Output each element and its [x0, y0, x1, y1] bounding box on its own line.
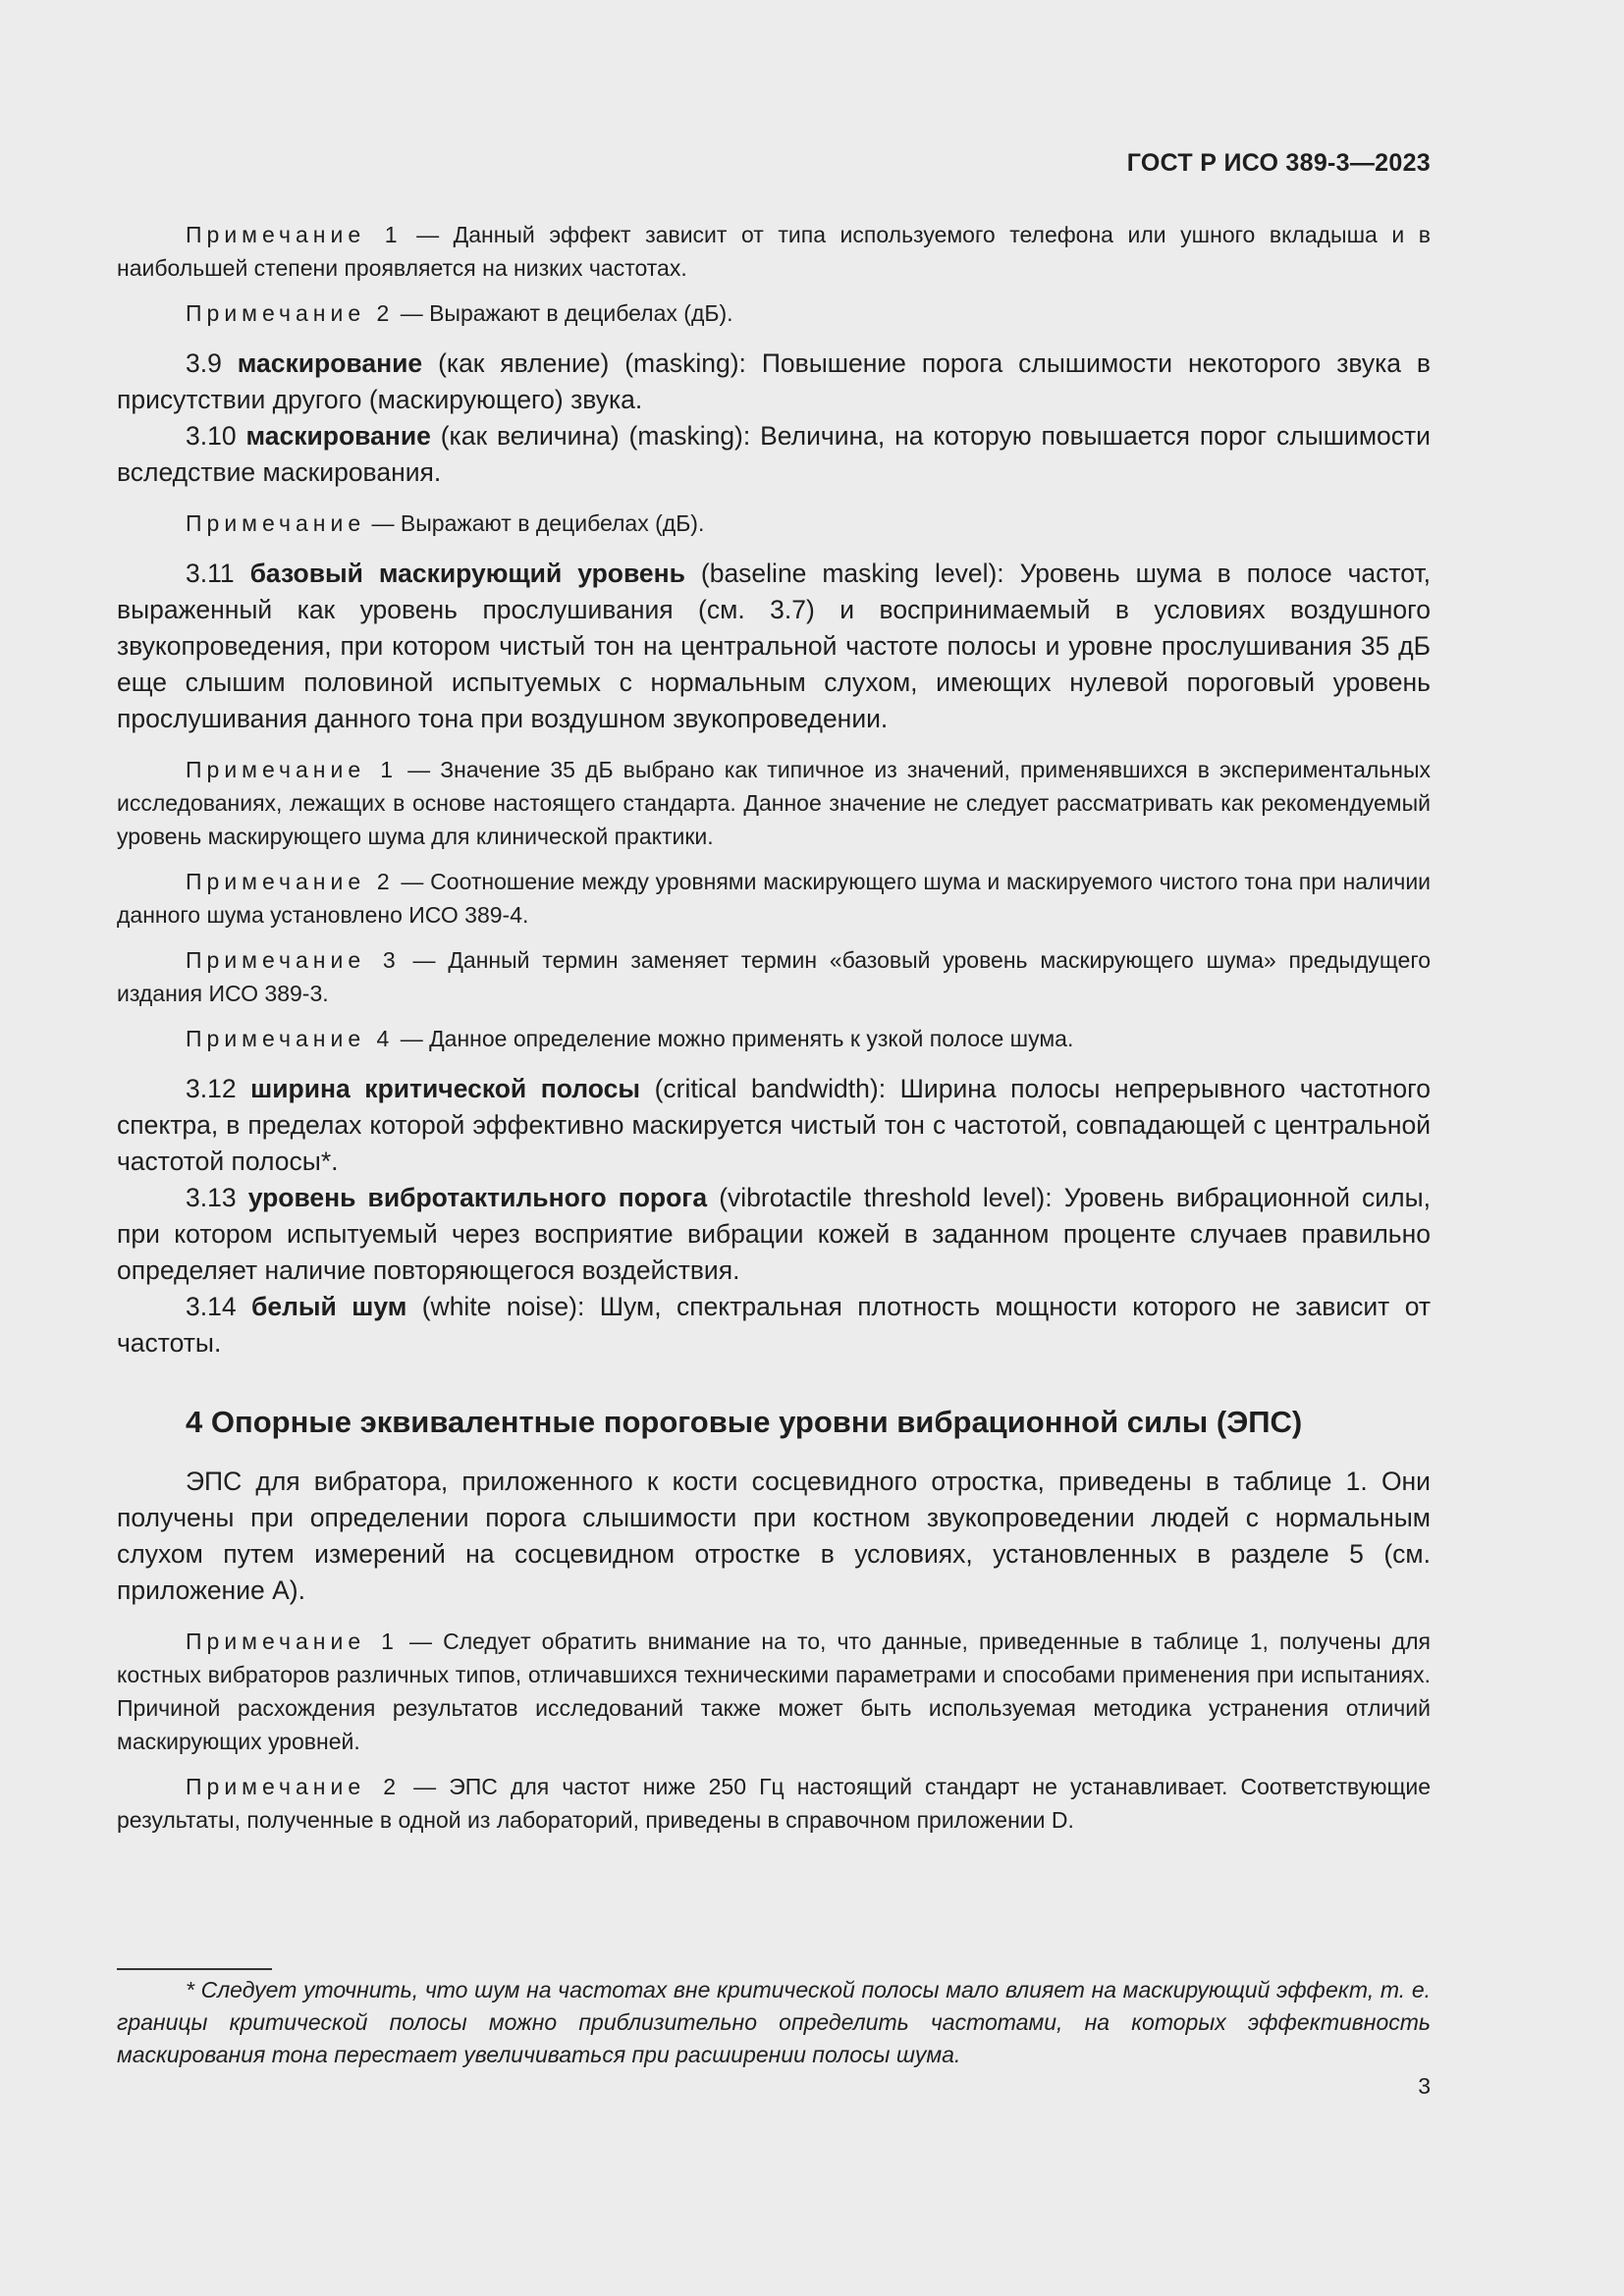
note-3-10: [117, 507, 1431, 540]
term-definition: (как явление) (masking): Повышение порога слышимости некоторого звука в присутствии другого (маскирующего) звука.: [117, 348, 1431, 414]
note-label: Примечание: [186, 510, 366, 536]
term-number: 3.12: [186, 1074, 237, 1103]
document-page: [117, 0, 1431, 2296]
note-4-2: [117, 1770, 1431, 1837]
document-code: ГОСТ Р ИСО 389-3—2023: [1126, 149, 1431, 177]
term-3-14: [117, 1289, 1431, 1362]
note-text: — Выражают в децибелах (дБ).: [400, 300, 733, 326]
term-3-11: [117, 556, 1431, 737]
term-number: 3.11: [186, 559, 235, 588]
term-definition: (critical bandwidth): Ширина полосы непрерывного частотного спектра, в пределах которой эффективно маскируется чистый тон с частотой, совпадающей с центральной частотой полосы*.: [117, 1074, 1431, 1176]
note-text: — Соотношение между уровнями маскирующего шума и маскируемого чистого тона при наличии данного шума установлено ИСО 389-4.: [117, 869, 1432, 928]
note-label: Примечание 1: [186, 222, 403, 247]
term-name: маскирование: [237, 348, 423, 378]
note-label: Примечание 1: [186, 1629, 399, 1654]
note-3-11-3: [117, 943, 1431, 1010]
term-name: уровень вибротактильного порога: [247, 1183, 708, 1212]
note-label: Примечание 3: [186, 947, 401, 973]
note-label: Примечание 1: [186, 757, 399, 782]
note-text: — Выражают в децибелах (дБ).: [371, 510, 705, 536]
term-number: 3.13: [186, 1183, 237, 1212]
note-label: Примечание 2: [186, 869, 395, 894]
note-3-8-2: [117, 296, 1431, 330]
note-3-11-1: [117, 753, 1431, 853]
term-name: ширина критической полосы: [250, 1074, 641, 1103]
term-name: маскирование: [245, 421, 431, 451]
note-text: — Следует обратить внимание на то, что данные, приведенные в таблице 1, получены для костных вибраторов различных типов, отличавшихся техническими параметрами и способами применения при испытаниях. Причиной расхождения результатов исследований также может быть используемая методика устранения отличий маскирующих уровней.: [117, 1629, 1432, 1754]
note-3-11-2: [117, 865, 1431, 932]
page-number: 3: [1418, 2073, 1431, 2099]
note-3-8-1: [117, 218, 1431, 285]
note-4-1: [117, 1625, 1431, 1758]
note-label: Примечание 4: [186, 1026, 395, 1051]
term-name: базовый маскирующий уровень: [249, 559, 685, 588]
term-definition: (baseline masking level): Уровень шума в полосе частот, выраженный как уровень прослушивания (см. 3.7) и воспринимаемый в условиях воздушного звукопроведения, при котором чистый тон на центральной частоте полосы и уровне прослушивания 35 дБ еще слышим половиной испытуемых с нормальным слухом, имеющих нулевой пороговый уровень прослушивания данного тона при воздушном звукопроведении.: [117, 559, 1431, 733]
section-4-title: 4 Опорные эквивалентные пороговые уровни вибрационной силы (ЭПС): [186, 1405, 1303, 1439]
note-label: Примечание 2: [186, 300, 395, 326]
term-definition: (vibrotactile threshold level): Уровень вибрационной силы, при котором испытуемый через восприятие вибрации кожей в заданном проценте случаев правильно определяет наличие повторяющегося воздействия.: [117, 1183, 1431, 1285]
term-number: 3.9: [186, 348, 222, 378]
term-3-9: [117, 346, 1431, 418]
term-number: 3.10: [186, 421, 237, 451]
note-text: — Данный термин заменяет термин «базовый уровень маскирующего шума» предыдущего издания ИСО 389-3.: [117, 947, 1432, 1006]
page-content: [117, 218, 1431, 1848]
footnote: * Следует уточнить, что шум на частотах вне критической полосы мало влияет на маскирующий эффект, т. е. границы критической полосы можно приблизительно определить частотами, на которых эффективность маскирования тона перестает увеличиваться при расширении полосы шума.: [117, 1977, 1431, 2067]
note-text: — ЭПС для частот ниже 250 Гц настоящий стандарт не устанавливает. Соответствующие результаты, полученные в одной из лабораторий, приведены в справочном приложении D.: [117, 1774, 1432, 1833]
footnote-divider: [117, 1968, 272, 1970]
note-label: Примечание 2: [186, 1774, 402, 1799]
note-3-11-4: [117, 1022, 1431, 1055]
term-definition: (white noise): Шум, спектральная плотность мощности которого не зависит от частоты.: [117, 1292, 1431, 1358]
term-definition: (как величина) (masking): Величина, на которую повышается порог слышимости вследствие маскирования.: [117, 421, 1431, 487]
note-text: — Данный эффект зависит от типа используемого телефона или ушного вкладыша и в наибольшей степени проявляется на низких частотах.: [117, 222, 1432, 281]
term-3-10: [117, 418, 1431, 491]
term-number: 3.14: [186, 1292, 237, 1321]
term-3-12: [117, 1071, 1431, 1180]
note-text: — Данное определение можно применять к узкой полосе шума.: [400, 1026, 1074, 1051]
term-name: белый шум: [250, 1292, 407, 1321]
section-4-paragraph: ЭПС для вибратора, приложенного к кости сосцевидного отростка, приведены в таблице 1. Они получены при определении порога слышимости при костном звукопроведении людей с нормальным слухом путем измерений на сосцевидном отростке в условиях, установленных в разделе 5 (см. приложение А).: [117, 1467, 1431, 1605]
note-text: — Значение 35 дБ выбрано как типичное из значений, применявшихся в экспериментальных исследованиях, лежащих в основе настоящего стандарта. Данное значение не следует рассматривать как рекомендуемый уровень маскирующего шума для клинической практики.: [117, 757, 1432, 849]
term-3-13: [117, 1180, 1431, 1289]
